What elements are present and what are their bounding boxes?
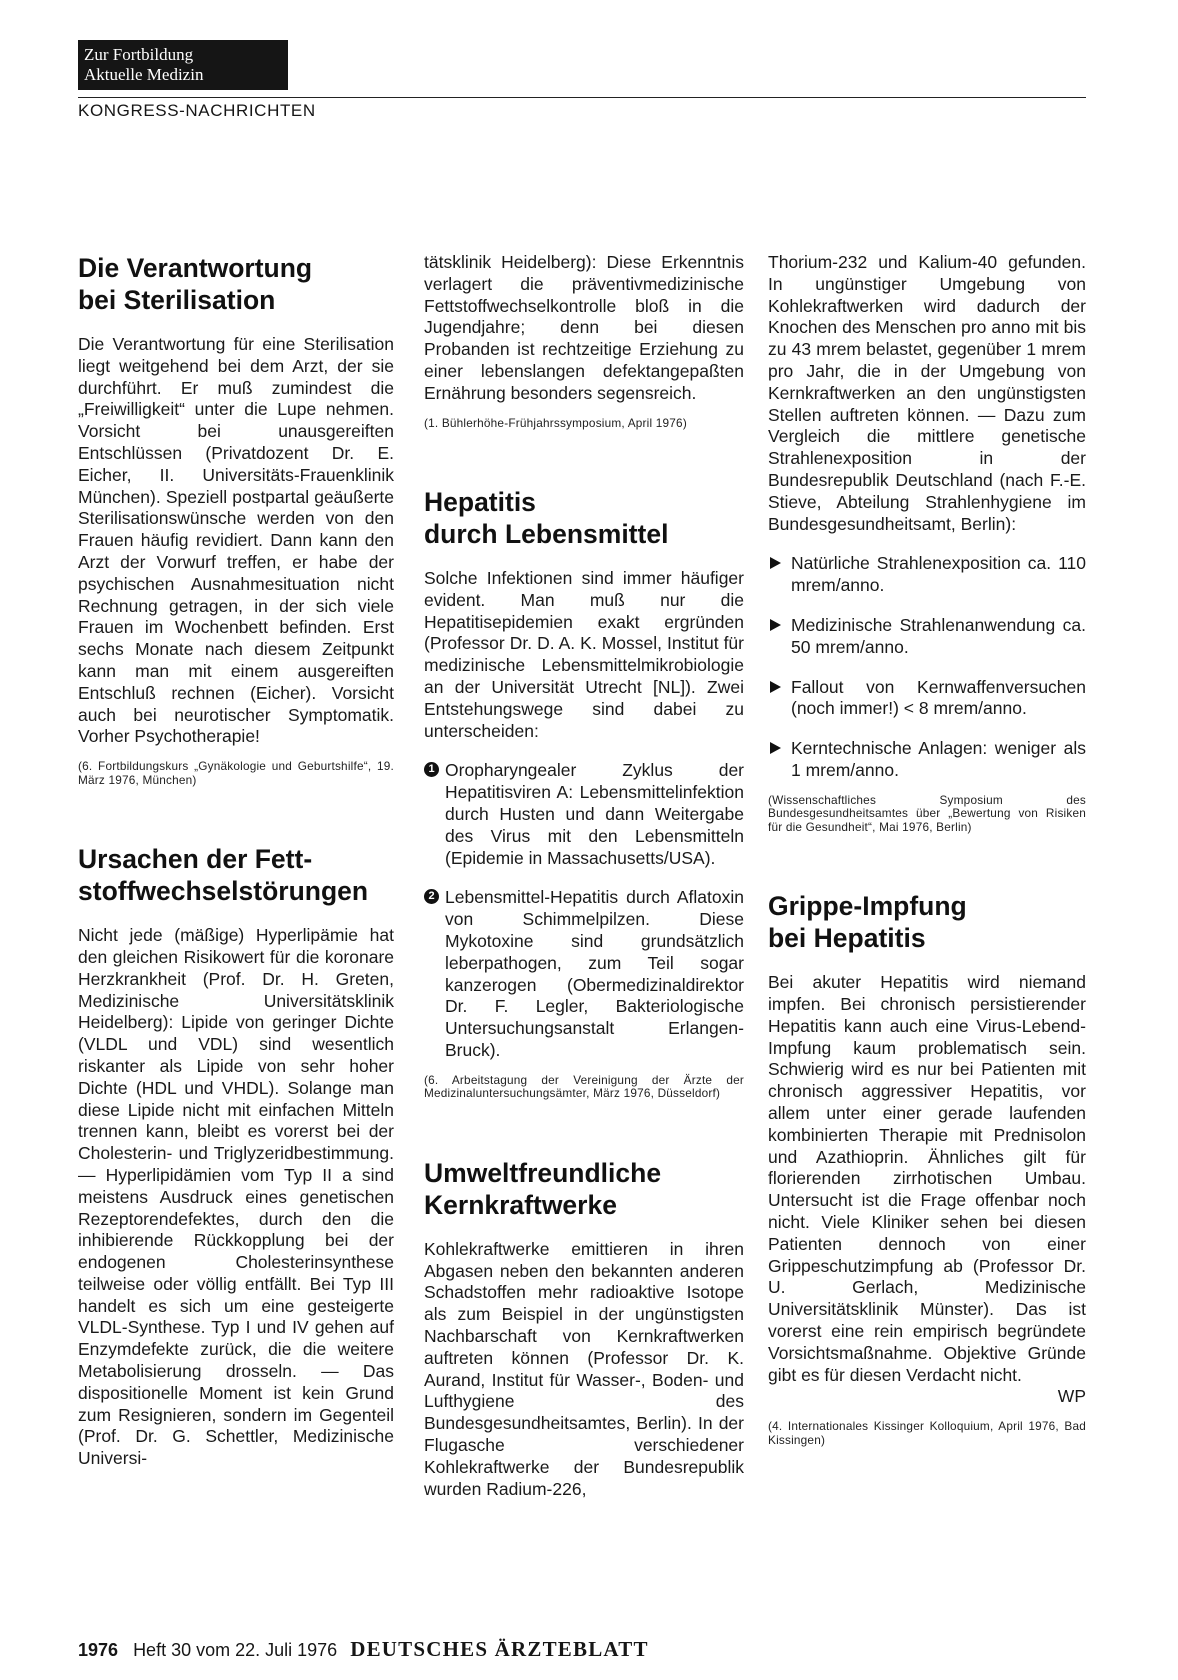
article-fettstoffwechsel (78, 843, 394, 1470)
article-title (78, 252, 394, 316)
header-rule (78, 97, 1086, 98)
article-source: (6. Arbeitstagung der Vereinigung der Ärzte der Medizinaluntersuchungsämter, März 1976, Düsseldorf) (424, 1072, 744, 1101)
page-footer (78, 1637, 1088, 1662)
article-body: Die Verantwortung für eine Sterilisation liegt weitgehend bei dem Arzt, der sie durchführt. Er muß zumindest die „Freiwilligkeit“ unter die Lupe nehmen. Vorsicht bei unausgereiften Entschlüssen (Privatdozent Dr. E. Eicher, II. Universitäts-Frauenklinik München). Speziell postpartal geäußerte Sterilisationswünsche werden von den Frauen häufig revidiert. Dann kann den Arzt der Vorwurf treffen, er habe der psychischen Ausnahmesituation nicht Rechnung getragen, in der sich viele Frauen im Wochenbett befinden. Erst sechs Monate nach diesem Zeitpunkt kann man mit einem ausgereiften Entschluß rechnen (Eicher). Vorsicht auch bei neurotischer Symptomatik. Vorher Psychotherapie! (78, 334, 394, 747)
article-body: Nicht jede (mäßige) Hyperlipämie hat den gleichen Risikowert für die koronare Herzkrankheit (Prof. Dr. H. Greten, Medizinische Universitätsklinik Heidelberg): Lipide von geringer Dichte (VLDL und VDL) sind wesentlich riskanter als Lipide von sehr hoher Dichte (HDL und VHDL). Solange man diese Lipide nicht mit einfachen Mitteln trennen kann, bleibt es vorerst bei der Cholesterin- und Triglyzeridbestimmung. — Hyperlipidämien vom Typ II a sind meistens Ausdruck eines genetischen Rezeptorendefektes, durch den die inhibierende Rückkopplung bei der endogenen Cholesterinsynthese teilweise oder völlig entfällt. Bei Typ III handelt es sich um eine gesteigerte VLDL-Synthese. Typ I und IV gehen auf Enzymdefekte zurück, die die weitere Metabolisierung drosseln. — Das dispositionelle Moment ist kein Grund zum Resignieren, sondern im Gegenteil (Prof. Dr. G. Schettler, Medizinische Universi- (78, 925, 394, 1469)
article-source: (Wissenschaftliches Symposium des Bundesgesundheitsamtes über „Bewertung von Risiken für die Gesundheit“, Mai 1976, Berlin) (768, 792, 1086, 834)
article-title (424, 1157, 744, 1221)
numbered-item-text: Lebensmittel-Hepatitis durch Aflatoxin von Schimmelpilzen. Diese Mykotoxine sind grundsätzlich leberpathogen, zum Teil sogar kanzerogen (Obermedizinaldirektor Dr. F. Legler, Bakteriologische Untersuchungsanstalt Erlangen-Bruck). (445, 887, 744, 1061)
article-title (768, 890, 1086, 954)
article-grippe-impfung (768, 890, 1086, 1447)
bullet-item (768, 553, 1086, 597)
article-body: Bei akuter Hepatitis wird niemand impfen. Bei chronisch persistierender Hepatitis kann auch eine Virus-Lebend-Impfung kaum problematisch sein. Schwierig wird es nur bei Patienten mit chronisch aggressiver Hepatitis, vor allem unter einer gerade laufenden kombinierten Therapie mit Prednisolon und Azathioprin. Ähnliches gilt für florierenden zirrhotischen Umbau. Untersucht ist die Frage offenbar noch nicht. Viele Kliniker sehen bei diesen Patienten dennoch von einer Grippeschutzimpfung ab (Professor Dr. U. Gerlach, Medizinische Universitätsklinik Münster). Das ist vorerst eine rein empirisch begründete Vorsichtsmaßnahme. Objektive Gründe gibt es für diesen Verdacht nicht. (768, 972, 1086, 1385)
article-body-continued: tätsklinik Heidelberg): Diese Erkenntnis verlagert die präventivmedizinische Fettstoffwechselkontrolle bloß in die Jugendjahre; denn bei diesen Probanden ist rechtzeitige Erziehung zu einer lebenslangen defektangepaßten Ernährung besonders segensreich. (424, 252, 744, 403)
circled-number-icon: 1 (424, 762, 439, 777)
title-line: stoffwechselstörungen (78, 876, 369, 907)
author-line (768, 1386, 1086, 1408)
circled-number-icon: 2 (424, 889, 439, 904)
section-label-line1: Zur Fortbildung (84, 45, 194, 64)
publication-name: DEUTSCHES ÄRZTEBLATT (350, 1637, 649, 1661)
article-body: Kohlekraftwerke emittieren in ihren Abgasen neben den bekannten anderen Schadstoffen mehr radioaktive Isotope als zum Beispiel in der ungünstigsten Nachbarschaft von Kernkraftwerken auftreten können (Professor Dr. K. Aurand, Institut für Wasser-, Boden- und Lufthygiene des Bundesgesundheitsamtes, Berlin). In der Flugasche verschiedener Kohlekraftwerke der Bundesrepublik wurden Radium-226, (424, 1238, 744, 1499)
triangle-bullet-icon (770, 619, 781, 631)
section-label-box (78, 40, 288, 90)
numbered-item (424, 760, 744, 869)
title-line: Hepatitis (424, 487, 536, 518)
column-1 (78, 252, 394, 1470)
column-2 (424, 252, 744, 1500)
title-line: durch Lebensmittel (424, 519, 669, 550)
article-kernkraftwerke (424, 1157, 744, 1501)
title-line: Umweltfreundliche (424, 1157, 662, 1188)
bullet-text: Natürliche Strahlenexposition ca. 110 mrem/anno. (791, 553, 1086, 596)
article-body: Solche Infektionen sind immer häufiger evident. Man muß nur die Hepatitisepidemien exakt ergründen (Professor Dr. D. A. K. Mossel, Institut für medizinische Lebensmittelmikrobiologie an der Universität Utrecht [NL]). Zwei Entstehungswege sind dabei zu unterscheiden: (424, 568, 744, 741)
column-3 (768, 252, 1086, 1447)
kicker-heading: KONGRESS-NACHRICHTEN (78, 101, 316, 120)
author-initials: WP (1057, 1386, 1086, 1407)
numbered-item (424, 887, 744, 1061)
triangle-bullet-icon (770, 742, 781, 754)
issue-info: Heft 30 vom 22. Juli 1976 (133, 1640, 338, 1660)
article-title (424, 486, 744, 550)
article-source: (4. Internationales Kissinger Kolloquium, April 1976, Bad Kissingen) (768, 1419, 1086, 1447)
bullet-text: Fallout von Kernwaffenversuchen (noch immer!) < 8 mrem/anno. (791, 676, 1086, 719)
article-sterilisation (78, 252, 394, 787)
title-line: bei Sterilisation (78, 285, 276, 315)
title-line: Die Verantwortung (78, 253, 313, 283)
triangle-bullet-icon (770, 557, 781, 569)
bullet-text: Kerntechnische Anlagen: weniger als 1 mrem/anno. (791, 738, 1086, 780)
title-line: Kernkraftwerke (424, 1189, 617, 1220)
bullet-item (768, 738, 1086, 782)
article-body-continued: Thorium-232 und Kalium-40 gefunden. In ungünstiger Umgebung von Kohlekraftwerken wird dadurch der Knochen des Menschen pro anno mit bis zu 43 mrem belastet, gegenüber 1 mrem pro Jahr, die in der Umgebung von Kernkraftwerken an den ungünstigsten Stellen auftreten können. — Dazu zum Vergleich die mittlere genetische Strahlenexposition in der Bundesrepublik Deutschland (nach F.-E. Stieve, Abteilung Strahlenhygiene im Bundesgesundheitsamt, Berlin): (768, 252, 1086, 534)
section-label-line2: Aktuelle Medizin (84, 65, 204, 84)
bullet-text: Medizinische Strahlenanwendung ca. 50 mrem/anno. (791, 614, 1086, 657)
bullet-item (768, 615, 1086, 659)
title-line: bei Hepatitis (768, 923, 926, 954)
article-hepatitis-lebensmittel (424, 486, 744, 1101)
article-title (78, 843, 394, 907)
triangle-bullet-icon (770, 681, 781, 693)
title-line: Grippe-Impfung (768, 891, 967, 922)
title-line: Ursachen der Fett- (78, 844, 313, 875)
page-number: 1976 (78, 1640, 119, 1660)
article-source: (6. Fortbildungskurs „Gynäkologie und Geburtshilfe“, 19. März 1976, München) (78, 759, 394, 787)
numbered-item-text: Oropharyngealer Zyklus der Hepatitisviren A: Lebensmittelinfektion durch Husten und dann Weitergabe des Virus mit den Lebensmitteln (Epidemie in Massachusetts/USA). (445, 760, 744, 868)
article-source: (1. Bühlerhöhe-Frühjahrssymposium, April 1976) (424, 415, 687, 430)
bullet-item (768, 677, 1086, 721)
